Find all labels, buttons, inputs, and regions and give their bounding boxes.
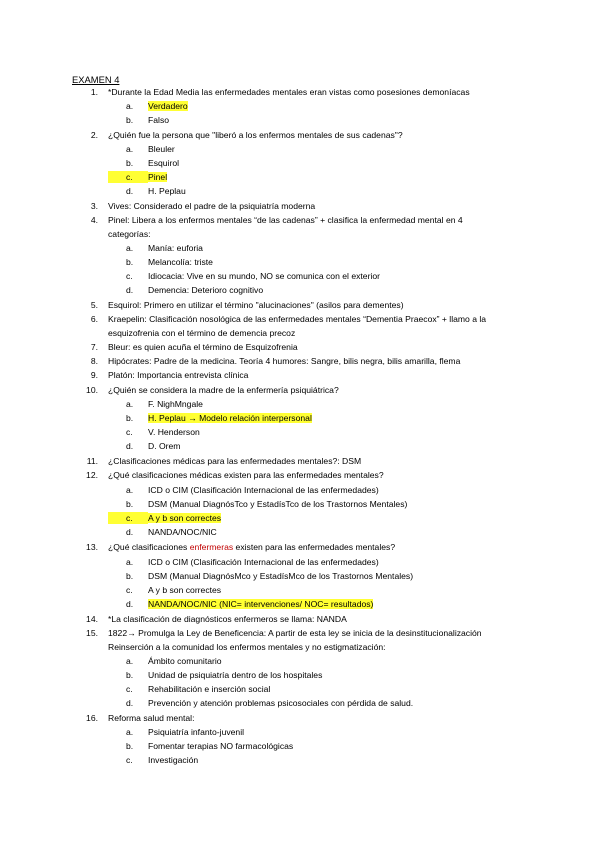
option-text-highlighted: A y b son correctes <box>148 513 222 523</box>
option <box>108 185 186 197</box>
question-11 <box>72 455 361 467</box>
option-text: Investigación <box>148 755 199 765</box>
question-number: 15. <box>86 628 98 638</box>
option-letter: b. <box>126 115 134 125</box>
question-text: *La clasificación de diagnósticos enfermeros se llama: NANDA <box>108 614 347 624</box>
option <box>108 598 373 610</box>
option-text: Manía: euforia <box>148 243 203 253</box>
option-letter: b. <box>126 413 134 423</box>
question-15 <box>72 627 482 639</box>
option-letter: b. <box>126 571 134 581</box>
question-12 <box>72 469 384 481</box>
option <box>108 556 379 568</box>
option-letter: c. <box>126 271 133 281</box>
option-letter: b. <box>126 670 134 680</box>
question-text: Platón: Importancia entrevista clínica <box>108 370 249 380</box>
option-text: D. Orem <box>148 441 181 451</box>
question-text: 1822→ Promulga la Ley de Beneficencia: A partir de esta ley se inicia de la desinstitucionalización <box>108 628 482 638</box>
option <box>108 270 380 282</box>
option-text: Bleuler <box>148 144 175 154</box>
option <box>108 284 263 296</box>
question-9 <box>72 369 248 381</box>
option <box>108 426 200 438</box>
option-text: Fomentar terapias NO farmacológicas <box>148 741 294 751</box>
question-text-a: ¿Qué clasificaciones <box>108 542 190 552</box>
option-text: Esquirol <box>148 158 180 168</box>
option-text: Demencia: Deterioro cognitivo <box>148 285 264 295</box>
option-letter: c. <box>108 512 148 524</box>
option-text: ICD o CIM (Clasificación Internacional de las enfermedades) <box>148 485 379 495</box>
option-text: Melancolía: triste <box>148 257 213 267</box>
option <box>108 669 322 681</box>
option-letter: a. <box>126 243 134 253</box>
option <box>108 740 293 752</box>
question-text: Bleur: es quien acuña el término de Esquizofrenia <box>108 342 298 352</box>
option-text-highlighted: H. Peplau → Modelo relación interpersonal <box>148 413 312 423</box>
option-letter: d. <box>126 599 134 609</box>
question-number: 10. <box>86 385 98 395</box>
option <box>108 655 222 667</box>
question-2 <box>72 129 403 141</box>
question-8 <box>72 355 460 367</box>
option <box>108 570 413 582</box>
question-number: 5. <box>90 300 98 310</box>
option-text-highlighted: Verdadero <box>148 101 188 111</box>
question-text: Pinel: Libera a los enfermos mentales “de las cadenas” + clasifica la enfermedad mental en 4 <box>108 215 463 225</box>
question-continuation: categorías: <box>108 229 151 239</box>
option-letter: c. <box>126 427 133 437</box>
option-text: Ámbito comunitario <box>148 656 222 666</box>
question-number: 4. <box>90 215 98 225</box>
question-text: Hipócrates: Padre de la medicina. Teoría 4 humores: Sangre, bilis negra, bilis amarilla, flema <box>108 356 461 366</box>
question-text: Vives: Considerado el padre de la psiquiatría moderna <box>108 201 316 211</box>
option-letter: a. <box>126 485 134 495</box>
option-letter: d. <box>126 527 134 537</box>
page-title: EXAMEN 4 <box>72 74 120 85</box>
question-number: 13. <box>86 542 98 552</box>
option-letter: a. <box>126 144 134 154</box>
option-letter: d. <box>126 441 134 451</box>
question-number: 12. <box>86 470 98 480</box>
question-5 <box>72 299 404 311</box>
option <box>108 412 312 424</box>
option-text: ICD o CIM (Clasificación Internacional de las enfermedades) <box>148 557 379 567</box>
question-number: 7. <box>90 342 98 352</box>
question-text: ¿Clasificaciones médicas para las enfermedades mentales?: DSM <box>108 456 362 466</box>
option <box>108 440 180 452</box>
option-text: Psiquiatría infanto-juvenil <box>148 727 245 737</box>
option-text-highlighted: Pinel <box>148 172 168 182</box>
option <box>108 114 169 126</box>
option-text: NANDA/NOC/NIC <box>148 527 217 537</box>
question-number: 14. <box>86 614 98 624</box>
option <box>108 157 179 169</box>
option-letter: c. <box>108 171 148 183</box>
option-text: Idiocacia: Vive en su mundo, NO se comunica con el exterior <box>148 271 380 281</box>
question-10 <box>72 384 339 396</box>
question-text: ¿Quién se considera la madre de la enfermería psiquiátrica? <box>108 385 339 395</box>
option <box>108 100 188 112</box>
option-letter: a. <box>126 399 134 409</box>
option-text: Unidad de psiquiatría dentro de los hospitales <box>148 670 323 680</box>
question-number: 6. <box>90 314 98 324</box>
option <box>108 697 413 709</box>
question-continuation: esquizofrenia con el término de demencia precoz <box>108 328 296 338</box>
option-text-highlighted: NANDA/NOC/NIC (NIC= intervenciones/ NOC= resultados) <box>148 599 374 609</box>
option-letter: c. <box>126 684 133 694</box>
option-letter: a. <box>126 557 134 567</box>
option-text: V. Henderson <box>148 427 200 437</box>
question-14 <box>72 613 347 625</box>
question-text: Reforma salud mental: <box>108 713 195 723</box>
option <box>108 143 175 155</box>
option <box>108 512 221 524</box>
option <box>108 484 379 496</box>
option <box>108 683 270 695</box>
option-text: Rehabilitación e inserción social <box>148 684 271 694</box>
option-text: H. Peplau <box>148 186 186 196</box>
question-number: 1. <box>90 87 98 97</box>
option <box>108 726 244 738</box>
question-text: Kraepelin: Clasificación nosológica de las enfermedades mentales “Dementia Praecox” + llamo a la <box>108 314 487 324</box>
question-7 <box>72 341 298 353</box>
option-letter: d. <box>126 186 134 196</box>
question-number: 3. <box>90 201 98 211</box>
option <box>108 256 213 268</box>
question-text: Esquirol: Primero en utilizar el término "alucinaciones" (asilos para dementes) <box>108 300 404 310</box>
question-13 <box>72 541 395 553</box>
option-text: Prevención y atención problemas psicosociales con pérdida de salud. <box>148 698 414 708</box>
option-text: DSM (Manual DiagnósMco y EstadísMco de los Trastornos Mentales) <box>148 571 414 581</box>
option-text: F. NighMngale <box>148 399 203 409</box>
option-text: DSM (Manual DiagnósTco y EstadísTco de los Trastornos Mentales) <box>148 499 408 509</box>
question-number: 11. <box>86 456 98 466</box>
option-text: Falso <box>148 115 170 125</box>
option-letter: a. <box>126 101 134 111</box>
option <box>108 242 203 254</box>
option-letter: d. <box>126 698 134 708</box>
question-4 <box>72 214 463 226</box>
option-letter: a. <box>126 656 134 666</box>
question-number: 2. <box>90 130 98 140</box>
option-letter: b. <box>126 741 134 751</box>
question-3 <box>72 200 315 212</box>
question-text: ¿Qué clasificaciones médicas existen para las enfermedades mentales? <box>108 470 384 480</box>
option <box>108 398 203 410</box>
question-text-b: existen para las enfermedades mentales? <box>233 542 396 552</box>
option <box>108 526 217 538</box>
question-number: 16. <box>86 713 98 723</box>
option-letter: a. <box>126 727 134 737</box>
option <box>108 498 407 510</box>
option <box>108 754 198 766</box>
option-letter: b. <box>126 158 134 168</box>
question-text-red: enfermeras <box>189 542 234 552</box>
question-text: ¿Quién fue la persona que "liberó a los enfermos mentales de sus cadenas"? <box>108 130 403 140</box>
option <box>108 584 221 596</box>
question-16 <box>72 712 194 724</box>
question-continuation: Reinserción a la comunidad los enfermos mentales y no estigmatización: <box>108 642 386 652</box>
question-text: *Durante la Edad Media las enfermedades mentales eran vistas como posesiones demoníacas <box>108 87 470 97</box>
question-6 <box>72 313 486 325</box>
question-number: 8. <box>90 356 98 366</box>
option-letter: d. <box>126 285 134 295</box>
option-letter: c. <box>126 585 133 595</box>
question-1 <box>72 86 470 98</box>
option-letter: b. <box>126 257 134 267</box>
option-letter: c. <box>126 755 133 765</box>
option-text: A y b son correctes <box>148 585 222 595</box>
option <box>108 171 167 183</box>
option-letter: b. <box>126 499 134 509</box>
question-number: 9. <box>90 370 98 380</box>
